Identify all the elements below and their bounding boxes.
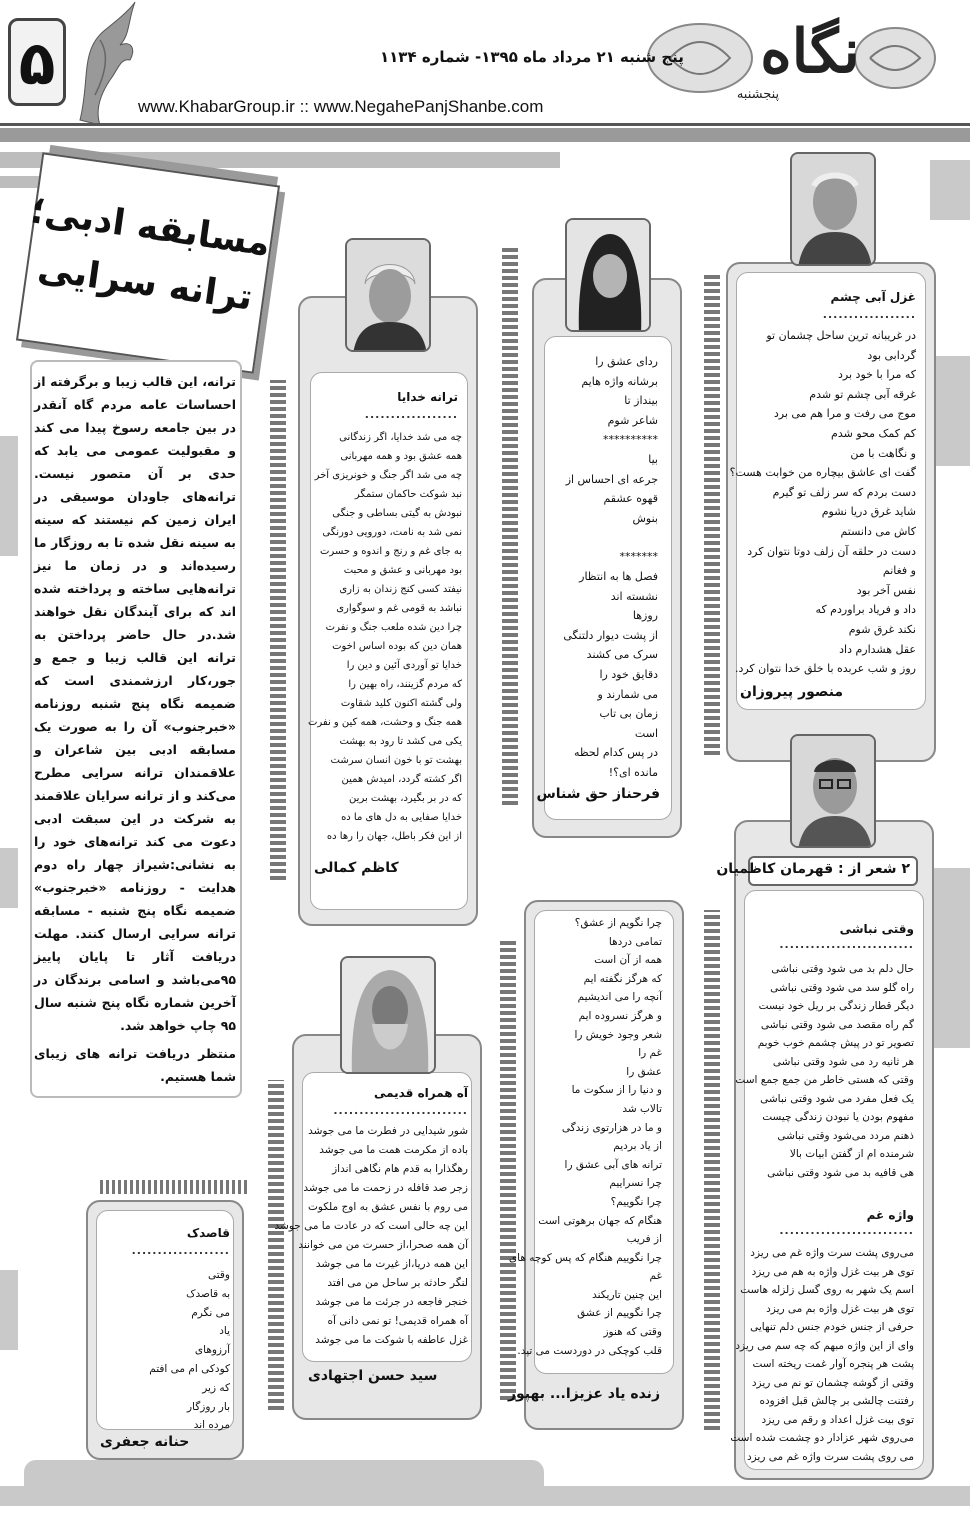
title-dots: ..................	[822, 308, 916, 321]
masthead-bar	[0, 128, 970, 142]
poem-line: **********	[603, 433, 658, 447]
poem-line: همان دین که بوده اساس اخوت	[332, 641, 462, 652]
poem-line: نفس آخر بود	[856, 583, 916, 597]
poem-line: توی هر بیت غزل واژه به هم می ریزد	[751, 1265, 914, 1278]
poem-line: از این فکر باطل، جهان را رها ده	[326, 831, 462, 842]
poem-line: کم کمک محو شدم	[831, 426, 916, 440]
poem-line: نشسته اند	[610, 589, 658, 603]
decor-footer-bar	[0, 1486, 970, 1506]
poem-line: و هرگز نسروده ایم	[578, 1009, 662, 1022]
author-name-text: کاظم کمالی	[314, 860, 399, 876]
title-dots: ...................	[131, 1244, 230, 1257]
author-name	[314, 860, 454, 876]
poem-line: دست در حلقه آن زلف دوتا نتوان کرد	[747, 544, 916, 558]
poem-line: خنجر فاجعه در جرئت ما می جوشد	[315, 1296, 468, 1308]
author-photo-kamali	[345, 238, 431, 352]
poem-line: فصل ها به انتظار	[579, 569, 658, 583]
poem-line: هی قافیه بد می شود وقتی نباشی	[767, 1166, 914, 1179]
poem-title: وقتی نباشی	[839, 922, 914, 936]
poem-line: بار روزگار	[186, 1400, 230, 1413]
poem-line: به قاصدک	[186, 1287, 230, 1300]
poem-line: چه می شد اگر جنگ و خونریزی آخر	[314, 470, 462, 481]
poem-line: می روی پشت سرت واژه غم می ریزد	[746, 1450, 914, 1463]
poem-line: خدایا صفایی به دل های ما ده	[341, 812, 462, 823]
masthead-rule	[0, 123, 970, 126]
poem-line: شور شیدایی در فطرت ما می جوشد	[308, 1125, 468, 1137]
title-dots: ..................	[364, 408, 458, 421]
poem-line: وای از این واژه مبهم که چه سم می ریزد	[735, 1339, 914, 1352]
poem-lines-kamali	[307, 428, 462, 846]
poem-line: چرا دین شده ملعب جنگ و نفرت	[325, 622, 462, 633]
poem-title: ترانه خدایا	[397, 390, 458, 404]
logo-text: نگاه	[760, 17, 860, 87]
poem-line: تصویر تو در پیش چشمم خوب خوبم	[757, 1037, 914, 1049]
poem-line: بینداز تا	[624, 394, 658, 408]
poem-line: مانده ای؟!	[608, 765, 658, 779]
poem-line: چرا نگوییم هنگام که پس کوچه های	[508, 1251, 662, 1264]
poem-line: غزل عاطفه با شوکت ما می جوشد	[315, 1334, 468, 1346]
poem-line: روز و شب عربده با خلق خدا نتوان کرد.	[734, 662, 916, 676]
poem-line: پشت هر پنجره آوار غمت ریخته است	[752, 1358, 914, 1370]
feature-intro: ترانه، این قالب زیبا و برگرفته از احساسات عامه مردم گاه آنقدر در بین جامعه رسوخ پیدا می کند و مقبولیت عمومی می یابد که حدی بر آن متصور نیست. ترانه‌های جاودان موسیقی در ایران زمین کم نیستند که سینه به سینه نقل شده تا به روزگار ما رسیده‌اند و در زمان ما نیز ترانه‌هایی ساخته و پرداخته شده اند که برای آیندگان نقل خواهند شد.در حال حاضر پرداختن به ترانه این قالب زیبا و جمع و جور،کار ارزشمندی است که ضمیمه نگاه پنج شنبه روزنامه «خبرجنوب» آن را به صورت یک مسابقه ادبی بین شاعران و علاقمندان ترانه سرایی مطرح می‌کند و از ترانه سرایان علاقمند به شرکت در این سبقت ادبی دعوت می کند ترانه‌های خود را به نشانی:شیراز چهار راه دوم هدایت - روزنامه «خبرجنوب» ضمیمه نگاه پنج شنبه - مسابقه ترانه سرایی ارسال کنند. مهلت دریافت آثار تا پایان پاییز ۹۵می‌باشد و اسامی برندگان در آخرین شماره نگاه پنج شنبه سال ۹۵ چاپ خواهد شد.	[34, 374, 236, 1033]
poem-line: کودکی ام می افتم	[149, 1362, 230, 1375]
poem-line: وقتی از گوشه چشمان تو نم می ریزد	[751, 1376, 914, 1389]
poem-line: راه گلو سد می شود وقتی نباشی	[770, 981, 914, 994]
poem-line: که مرا با خود برد	[838, 368, 916, 382]
phoenix-ornament-icon	[70, 0, 140, 128]
poem-line: می روم با نفس عشق به اوج ملکوت	[307, 1201, 468, 1213]
poem-line: از فریب	[626, 1233, 662, 1246]
logo-subtitle: پنجشنبه	[736, 87, 780, 102]
poem-line: هنگام که جهان برهوتی است	[538, 1214, 662, 1227]
poem-line: مفهوم بودن یا نبودن زندگی چیست	[762, 1111, 914, 1123]
poem-lines-pirouzan	[729, 326, 916, 679]
decor-block	[930, 356, 970, 466]
poem-line: غم را	[638, 1047, 662, 1060]
author-photo-kazemian	[790, 734, 876, 848]
decor-hatch	[268, 1080, 284, 1410]
author-photo-ejtehadi	[340, 956, 436, 1074]
poem-line: نباشد به قومی غم و سوگواری	[336, 603, 462, 614]
title-dots: ..........................	[779, 938, 914, 951]
poem-line: ردای عشق را	[595, 355, 658, 368]
poem-line: توی بیت غزل اعداد و رقم می ریزد	[761, 1413, 914, 1426]
poem-line: گفت ای عاشق بیچاره من خوابت هست؟	[729, 466, 916, 480]
poem-line: ولی گشته اکنون کلید شقاوت	[340, 698, 462, 709]
poem-line: گردابی بود	[867, 348, 916, 362]
poem-line: می نگرم	[191, 1306, 230, 1319]
poem-line: و فغانم	[882, 564, 916, 578]
poem-line: یک فعل مفرد می شود وقتی نباشی	[760, 1092, 914, 1105]
poem-line: آه همراه قدیمی! تو نمی دانی آه	[327, 1315, 468, 1327]
page-number: ۵	[8, 18, 66, 106]
poem-line: آرزوهای	[194, 1344, 230, 1357]
poem-line: وقتی	[207, 1269, 230, 1281]
poem-line: در غریبانه ترین ساحل چشمان تو	[766, 329, 916, 342]
poem-line: نکند غرق شوم	[848, 622, 916, 636]
decor-hatch	[500, 940, 516, 1400]
poem-line: نیفتد کسی کنج زندان به زاری	[339, 584, 462, 595]
poem-line: که مردم گزینند، راه بهین را	[348, 679, 462, 690]
poem-line: و ما در هزارتوی زندگی	[561, 1121, 662, 1134]
poem-line: رهگذارا به قدم هام نگاهی انداز	[332, 1163, 468, 1175]
poem-line: می شمارند و	[597, 687, 658, 701]
poem-line: شعر وجود خویش را	[574, 1028, 662, 1041]
poem-line: عقل هشدارم داد	[839, 642, 916, 656]
negah-logo	[640, 6, 940, 106]
poem-line: همه از آن است	[594, 954, 662, 967]
poem-line: اگر کشته گردد، امیدش همین	[341, 774, 462, 785]
feature-title-card	[16, 152, 280, 374]
poem-line: مرده اند	[193, 1419, 230, 1432]
website-urls[interactable]: www.KhabarGroup.ir :: www.NegahePanjShanbe.com	[138, 97, 544, 116]
author-name: فرحناز حق شناس	[536, 786, 660, 802]
poem-line: بنوش	[632, 511, 658, 525]
decor-block	[24, 1460, 544, 1486]
poem-line: قهوه عشقم	[603, 492, 658, 506]
poem-line: به جای غم و رنج و اندوه و حسرت	[320, 546, 462, 557]
poem-line: جرعه ای احساس از	[565, 472, 658, 486]
poem-line: موج می رفت و مرا هم می برد	[773, 407, 916, 421]
poem-line: از پشت دیوار دلتنگی	[563, 628, 658, 642]
poem-line: داد و فریاد براوردم که	[815, 603, 916, 617]
decor-block	[0, 436, 18, 556]
poem-line: *******	[619, 550, 658, 564]
poem-line: است	[634, 726, 658, 740]
poem-line: خدایا تو آوردی آئین و دین را	[346, 660, 462, 671]
kazemian-heading: ۲ شعر از : قهرمان کاظمیان	[716, 861, 910, 877]
poem-line: روزها	[632, 609, 658, 623]
decor-block	[0, 1270, 18, 1350]
poem-line: حرفی از جنس خودم جنس دلم تنهایی	[750, 1321, 914, 1333]
poem-line: لنگر حادثه بر ساحل من می افتد	[327, 1277, 468, 1289]
poem-line: چرا نگوییم؟	[610, 1195, 662, 1208]
poem-line: دست بردم که سر زلف تو گیرم	[772, 485, 916, 499]
poem-line: نبد شوکت حاکمان ستمگر	[354, 489, 462, 500]
poem-line: غرقه آبی چشم تو شدم	[809, 387, 916, 401]
poem-lines-kazemian-1	[735, 960, 914, 1182]
poem-line: نمی شد به نامت، دورویی دورنگی	[322, 527, 462, 538]
poem-line: می‌روی شهر عزادار دو چشمت شده است	[730, 1432, 914, 1444]
poem-line: شاعر شوم	[607, 413, 658, 427]
poem-line: چه می شد خدایا، اگر زندگانی	[339, 432, 462, 443]
author-name-text: سید حسن اجتهادی	[308, 1368, 438, 1384]
poem-line: باده از مکرمت همت ما می جوشد	[319, 1144, 468, 1156]
dateline: پنج شنبه ۲۱ مرداد ماه ۱۳۹۵- شماره ۱۱۳۴	[380, 48, 684, 66]
poem-line: در پس کدام لحظه	[573, 746, 658, 760]
poem-line: از یاد بردیم	[613, 1140, 662, 1153]
poem-line: تمامی دردها	[608, 935, 662, 948]
poem-title: قاصدک	[186, 1226, 230, 1240]
feature-title-line1: مسابقه ادبی؛	[27, 190, 273, 265]
poem-line: وقتی که هنوز	[603, 1326, 662, 1339]
poem-line: اسم یک شهر به روی گسل زلزله هاست	[740, 1284, 914, 1296]
poem-line: کاش می دانستم	[840, 524, 916, 538]
feature-closing: منتظر دریافت ترانه های زیبای شما هستیم.	[34, 1046, 236, 1084]
poem-line: این چنین تاریکند	[592, 1288, 662, 1301]
poem-line: چرا نگوییم از عشق	[577, 1307, 662, 1320]
poem-line: که در بر بگیرد، بهشت برین	[349, 793, 462, 804]
decor-hatch	[502, 245, 518, 805]
poem-line: زجر صد قافله در زحمت ما می جوشد	[303, 1182, 468, 1194]
poem-line: سرک می کشند	[586, 648, 658, 662]
decor-hatch	[704, 910, 720, 1430]
decor-block	[0, 848, 18, 908]
author-name	[740, 684, 920, 700]
poem-line: شاید غرق دریا نشوم	[821, 505, 916, 519]
poem-line: بود مهربانی و عشق و محبت	[343, 565, 462, 576]
poem-line: تالاب شد	[622, 1102, 662, 1115]
poem-line: هر ثانیه رد می شود وقتی نباشی	[772, 1055, 914, 1068]
poem-line: آنچه را می اندیشیم	[577, 991, 662, 1004]
poem-line: توی هر بیت غزل واژه بم می ریزد	[766, 1302, 914, 1315]
poem-line: قلب کوچکی در دوردست می تپد.	[517, 1344, 662, 1357]
poem-line: شرمنده ام از گفتن ابیات بالا	[789, 1148, 914, 1160]
poem-line: همه عشق بود و همه مهربانی	[340, 451, 462, 462]
poem-line: یکی می کشد تا رود به بهشت	[339, 736, 462, 747]
poem-line: که زیر	[202, 1381, 230, 1394]
poem-line: دیگر قطار زندگی بر ریل خود نیست	[758, 1000, 914, 1012]
poem-lines-haghshenas	[548, 352, 658, 782]
poem-line: ترانه های آبی عشق را	[564, 1158, 662, 1171]
poem-line: رفتنت چالشی بر چالش قبل افزوده	[759, 1395, 914, 1407]
title-dots: ..........................	[333, 1104, 468, 1117]
poem-line: برشانه واژه هایم	[581, 374, 658, 388]
author-name: زنده یاد عزیزا... بهپور	[507, 1386, 660, 1402]
poem-line: که هرگز نگفته ایم	[583, 972, 662, 985]
poem-title: آه همراه قدیمی	[373, 1086, 468, 1100]
title-dots: ..........................	[779, 1224, 914, 1237]
poem-line: آن همه صحرا،از حسرت من می خوانند	[298, 1239, 468, 1251]
author-photo-pirouzan	[790, 152, 876, 266]
poem-line: می‌روی پشت سرت واژه غم می ریزد	[750, 1247, 914, 1259]
poem-title: واژه غم	[866, 1208, 914, 1222]
poem-line: زمان بی تاب	[599, 707, 658, 721]
poem-line: گم راه مقصد می شود وقتی نباشی	[760, 1018, 914, 1031]
poem-lines-ejtehadi	[274, 1122, 468, 1350]
poem-line: و دنیا را از سکوت ما	[571, 1084, 662, 1097]
poem-line: این چه حالی است که در عادت ما می جوشد	[274, 1220, 468, 1232]
decor-hatch	[100, 1180, 250, 1194]
poem-line: نبودش به گیتی بساطی و جنگی	[332, 508, 462, 519]
poem-title: غزل آبی چشم	[830, 290, 916, 304]
poem-line	[548, 528, 658, 547]
author-photo-haghshenas	[565, 218, 651, 332]
poem-lines-bahpour	[508, 914, 662, 1360]
poem-line: چرا نگویم از عشق؟	[574, 917, 662, 929]
poem-line: بهشت تو با خون انسان سرشت	[330, 755, 462, 766]
poem-line: بیا	[648, 452, 658, 466]
author-name-text: منصور پیروزان	[740, 684, 844, 700]
author-name-text: حنانه جعفری	[100, 1434, 190, 1450]
poem-lines-jafari	[104, 1266, 230, 1435]
author-name	[100, 1434, 230, 1450]
poem-line: و نگاهت با من	[850, 446, 916, 460]
poem-line: عشق را	[626, 1065, 662, 1078]
feature-title-line2: ترانه سرایی	[35, 247, 256, 319]
author-name	[308, 1368, 464, 1384]
decor-block	[930, 160, 970, 220]
poem-line: غم	[649, 1270, 662, 1283]
poem-line: حال دلم بد می شود وقتی نباشی	[771, 963, 914, 975]
poem-line: چرا نسراییم	[609, 1177, 662, 1190]
decor-hatch	[270, 380, 286, 880]
poem-line: این همه دریا،از غیرت ما می جوشد	[315, 1258, 468, 1270]
poem-line: دقایق خود را	[599, 667, 658, 681]
poem-line: ذهنم مردد می‌شود وقتی نباشی	[777, 1129, 914, 1142]
decor-hatch	[704, 275, 720, 755]
poem-line: همه جنگ و وحشت، همه کین و نفرت	[307, 717, 462, 728]
poem-lines-kazemian-2	[730, 1244, 914, 1466]
decor-block	[930, 868, 970, 1048]
poem-line: یاد	[219, 1325, 230, 1338]
poem-line: وقتی که هستی خاطر من جمع جمع است	[735, 1074, 914, 1086]
